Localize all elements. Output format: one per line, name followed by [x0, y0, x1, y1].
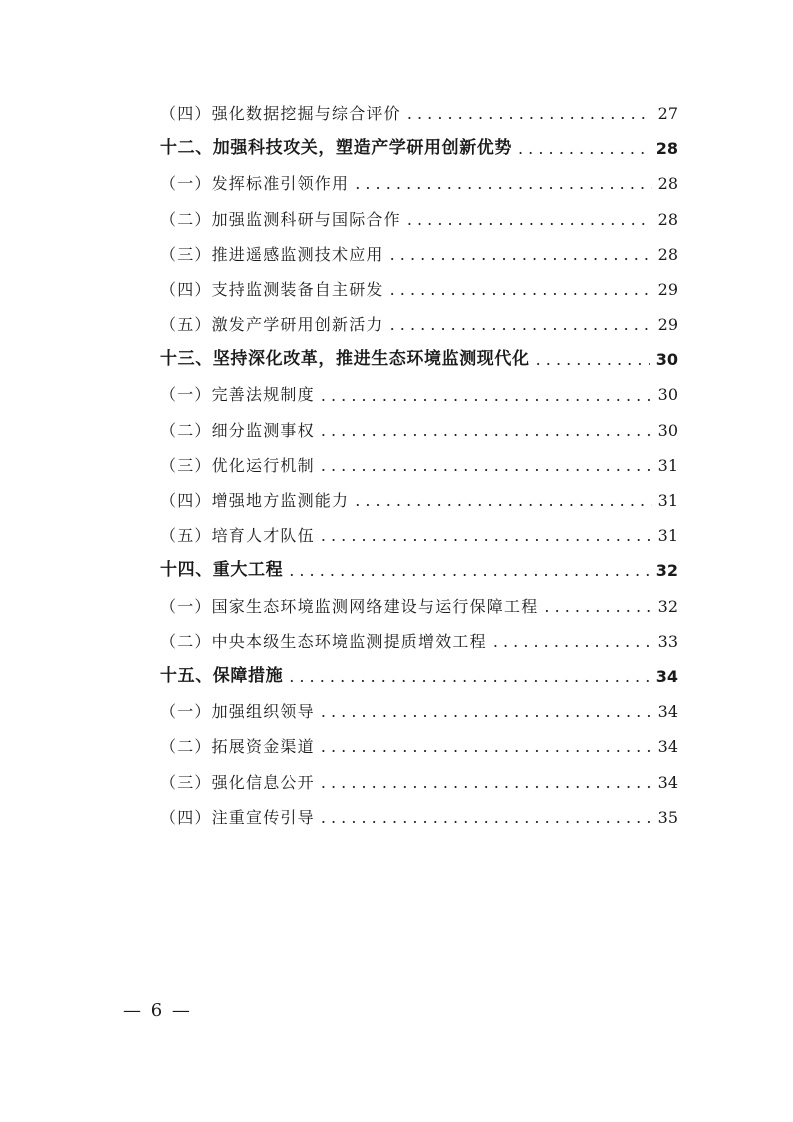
toc-entry-page: 28	[657, 174, 678, 194]
toc-entry-title: （三）推进遥感监测技术应用	[160, 244, 384, 264]
toc-entry-title: （四）增强地方监测能力	[160, 491, 350, 511]
dot-leader	[536, 342, 650, 377]
toc-entry-page: 34	[657, 702, 678, 722]
toc-entry-title: （四）支持监测装备自主研发	[160, 279, 384, 299]
dot-leader	[544, 589, 651, 624]
toc-entry[interactable]	[160, 307, 678, 342]
dot-leader	[355, 166, 651, 201]
toc-entry-page: 35	[657, 807, 678, 827]
toc-entry[interactable]	[160, 729, 678, 764]
dot-leader	[321, 800, 652, 835]
dot-leader	[390, 307, 652, 342]
toc-entry-title: （二）加强监测科研与国际合作	[160, 209, 401, 229]
dot-leader	[518, 131, 650, 166]
toc-entry-page: 32	[657, 596, 678, 616]
toc-entry[interactable]	[160, 237, 678, 272]
toc-entry-page: 34	[657, 772, 678, 792]
toc-entry[interactable]	[160, 448, 678, 483]
dot-leader	[390, 237, 652, 272]
toc-entry-title: （一）加强组织领导	[160, 702, 315, 722]
toc-entry-title: （三）强化信息公开	[160, 772, 315, 792]
dot-leader	[289, 553, 650, 588]
toc-chapter-entry[interactable]	[160, 342, 678, 377]
dot-leader	[321, 729, 652, 764]
dot-leader	[321, 694, 652, 729]
toc-chapter-entry[interactable]	[160, 131, 678, 166]
dot-leader	[407, 202, 652, 237]
dot-leader	[493, 624, 652, 659]
toc-entry-title: （二）细分监测事权	[160, 420, 315, 440]
toc-chapter-entry[interactable]	[160, 659, 678, 694]
toc-chapter-entry[interactable]	[160, 553, 678, 588]
toc-entry-page: 34	[655, 666, 678, 686]
toc-entry[interactable]	[160, 272, 678, 307]
toc-entry-title: （一）完善法规制度	[160, 385, 315, 405]
toc-entry-title: （五）激发产学研用创新活力	[160, 315, 384, 335]
toc-entry-title: （一）发挥标准引领作用	[160, 174, 350, 194]
toc-entry-page: 30	[657, 385, 678, 405]
toc-entry[interactable]	[160, 202, 678, 237]
toc-entry-page: 31	[657, 455, 678, 475]
dot-leader	[407, 96, 652, 131]
toc-entry-page: 28	[655, 139, 678, 159]
toc-entry[interactable]	[160, 166, 678, 201]
toc-entry-title: （五）培育人才队伍	[160, 526, 315, 546]
table-of-contents	[160, 96, 678, 835]
toc-entry-page: 32	[655, 561, 678, 581]
dot-leader	[321, 413, 652, 448]
toc-entry-title: （四）强化数据挖掘与综合评价	[160, 103, 401, 123]
toc-entry-title: （二）拓展资金渠道	[160, 737, 315, 757]
toc-entry-title: （一）国家生态环境监测网络建设与运行保障工程	[160, 596, 539, 616]
dot-leader	[321, 518, 652, 553]
toc-entry-page: 31	[657, 491, 678, 511]
toc-entry-page: 30	[657, 420, 678, 440]
toc-entry-page: 27	[657, 103, 678, 123]
dot-leader	[321, 378, 652, 413]
dot-leader	[321, 448, 652, 483]
toc-entry-title: 十四、重大工程	[160, 560, 284, 581]
dot-leader	[355, 483, 651, 518]
toc-entry-page: 28	[657, 209, 678, 229]
toc-entry-page: 28	[657, 244, 678, 264]
dot-leader	[321, 765, 652, 800]
toc-entry-page: 31	[657, 526, 678, 546]
toc-entry[interactable]	[160, 483, 678, 518]
toc-entry-title: 十三、坚持深化改革，推进生态环境监测现代化	[160, 349, 530, 370]
toc-entry-page: 29	[657, 279, 678, 299]
toc-entry[interactable]	[160, 413, 678, 448]
dot-leader	[390, 272, 652, 307]
toc-entry[interactable]	[160, 624, 678, 659]
dot-leader	[289, 659, 650, 694]
toc-entry[interactable]	[160, 378, 678, 413]
toc-entry-title: （三）优化运行机制	[160, 455, 315, 475]
toc-entry-page: 30	[655, 350, 678, 370]
toc-entry[interactable]	[160, 96, 678, 131]
page-number-footer: — 6 —	[123, 1000, 192, 1021]
toc-entry-page: 34	[657, 737, 678, 757]
toc-entry-title: （四）注重宣传引导	[160, 807, 315, 827]
toc-entry[interactable]	[160, 765, 678, 800]
toc-entry[interactable]	[160, 589, 678, 624]
toc-entry[interactable]	[160, 694, 678, 729]
toc-entry[interactable]	[160, 800, 678, 835]
toc-entry-page: 33	[657, 631, 678, 651]
toc-entry[interactable]	[160, 518, 678, 553]
toc-entry-title: 十二、加强科技攻关，塑造产学研用创新优势	[160, 138, 512, 159]
toc-entry-title: 十五、保障措施	[160, 665, 284, 686]
toc-entry-page: 29	[657, 315, 678, 335]
toc-entry-title: （二）中央本级生态环境监测提质增效工程	[160, 631, 487, 651]
